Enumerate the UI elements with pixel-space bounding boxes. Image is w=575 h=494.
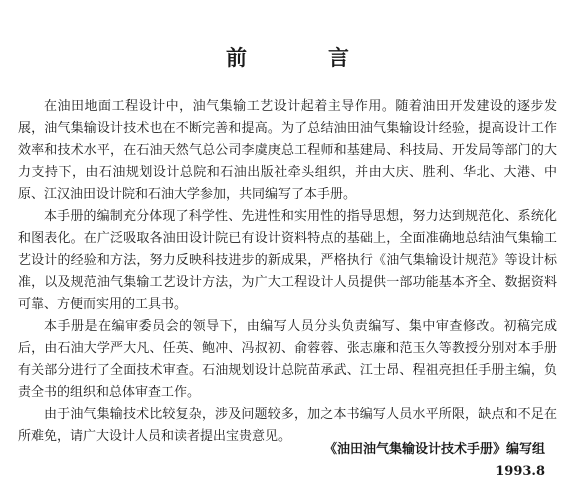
date: 1993.8 — [495, 464, 545, 479]
signature-block — [324, 439, 545, 483]
signature: 《油田油气集输设计技术手册》编写组 — [323, 442, 545, 457]
paragraph-3: 本手册是在编审委员会的领导下，由编写人员分头负责编写、集中审查修改。初稿完成后，由石油大学严大凡、任英、鲍冲、冯叔初、俞蓉蓉、张志廉和范玉久等教授分别对本手册有关部分进行了全面技术审查。石油规划设计总院苗承武、江士昂、程祖亮担任手册主编，负责全书的组织和总体审查工作。 — [18, 319, 557, 400]
paragraph-2: 本手册的编制充分体现了科学性、先进性和实用性的指导思想，努力达到规范化、系统化和图表化。在广泛吸取各油田设计院已有设计资料特点的基础上，全面准确地总结油气集输工艺设计的经验和方法，努力反映科技进步的新成果，严格执行《油气集输设计规范》等设计标准，以及规范油气集输工艺设计方法，为广大工程设计人员提供一部功能基本齐全、数据资料可靠、方便而实用的工具书。 — [18, 209, 557, 312]
page-title: 前 言 — [226, 45, 379, 70]
paragraph-1: 在油田地面工程设计中，油气集输工艺设计起着主导作用。随着油田开发建设的逐步发展，油气集输设计技术也在不断完善和提高。为了总结油田油气集输设计经验，提高设计工作效率和技术水平，在石油天然气总公司李虞庚总工程师和基建局、科技局、开发局等部门的大力支持下，由石油规划设计总院和石油出版社牵头组织，并由大庆、胜利、华北、大港、中原、江汉油田设计院和石油大学参加，共同编写了本手册。 — [18, 99, 557, 202]
preface-body — [18, 96, 557, 448]
paragraph-4: 由于油气集输技术比较复杂，涉及问题较多，加之本书编写人员水平所限，缺点和不足在所难免，请广大设计人员和读者提出宝贵意见。 — [18, 407, 557, 444]
